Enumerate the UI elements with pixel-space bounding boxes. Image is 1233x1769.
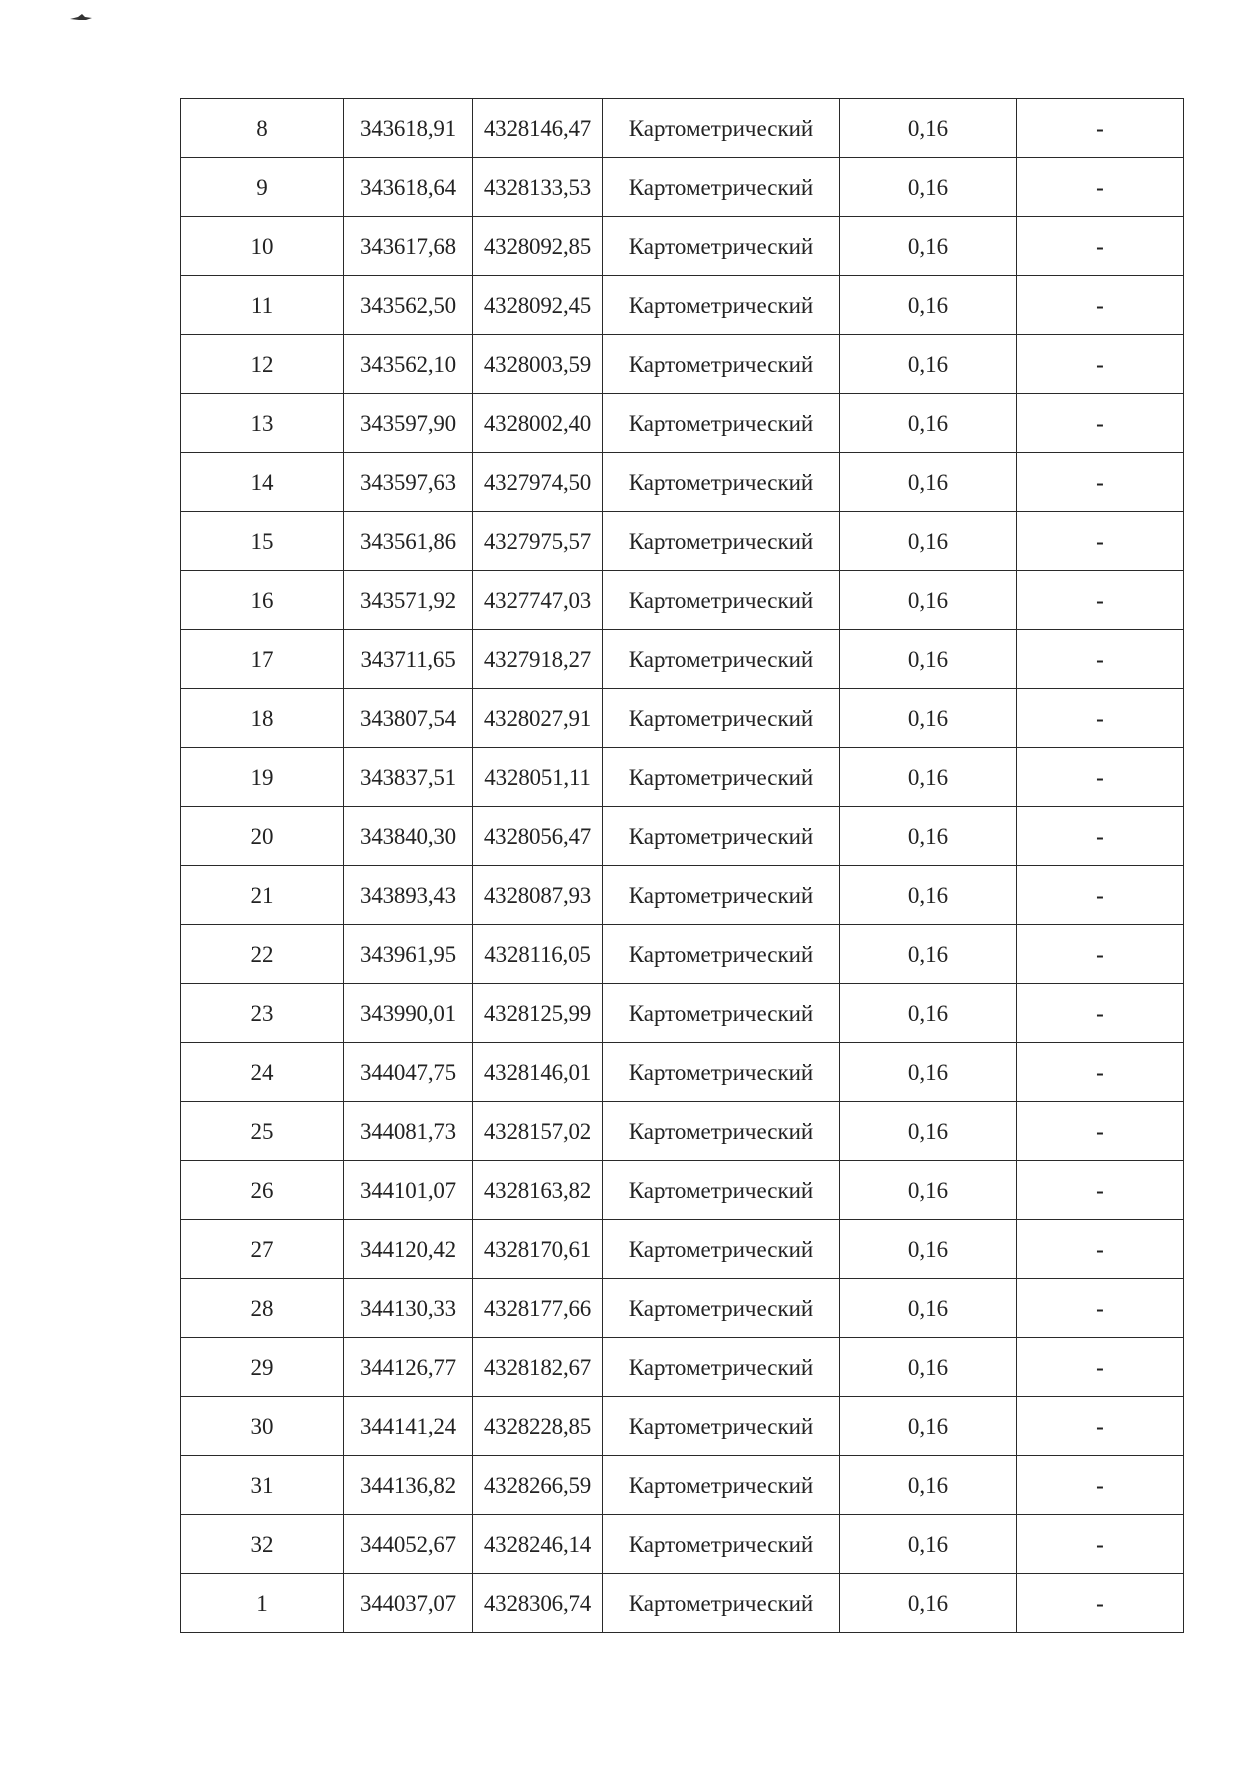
method-cell: Картометрический	[603, 1279, 840, 1338]
y-coordinate-cell: 4327918,27	[473, 630, 603, 689]
table-row	[181, 1102, 1184, 1161]
dash-cell: -	[1017, 453, 1184, 512]
dash-cell: -	[1017, 394, 1184, 453]
accuracy-cell: 0,16	[840, 1574, 1017, 1633]
method-cell: Картометрический	[603, 276, 840, 335]
method-cell: Картометрический	[603, 1338, 840, 1397]
table-row	[181, 571, 1184, 630]
accuracy-cell: 0,16	[840, 1456, 1017, 1515]
x-coordinate-cell: 343571,92	[344, 571, 473, 630]
point-number-cell: 32	[181, 1515, 344, 1574]
method-cell: Картометрический	[603, 1397, 840, 1456]
y-coordinate-cell: 4328116,05	[473, 925, 603, 984]
accuracy-cell: 0,16	[840, 1161, 1017, 1220]
point-number-cell: 16	[181, 571, 344, 630]
coordinates-table-body	[181, 99, 1184, 1633]
method-cell: Картометрический	[603, 99, 840, 158]
table-row	[181, 748, 1184, 807]
x-coordinate-cell: 343893,43	[344, 866, 473, 925]
accuracy-cell: 0,16	[840, 1338, 1017, 1397]
dash-cell: -	[1017, 335, 1184, 394]
point-number-cell: 30	[181, 1397, 344, 1456]
method-cell: Картометрический	[603, 748, 840, 807]
point-number-cell: 8	[181, 99, 344, 158]
method-cell: Картометрический	[603, 571, 840, 630]
accuracy-cell: 0,16	[840, 748, 1017, 807]
y-coordinate-cell: 4328228,85	[473, 1397, 603, 1456]
y-coordinate-cell: 4328306,74	[473, 1574, 603, 1633]
y-coordinate-cell: 4328246,14	[473, 1515, 603, 1574]
point-number-cell: 23	[181, 984, 344, 1043]
y-coordinate-cell: 4328157,02	[473, 1102, 603, 1161]
table-row	[181, 1220, 1184, 1279]
dash-cell: -	[1017, 1397, 1184, 1456]
x-coordinate-cell: 343617,68	[344, 217, 473, 276]
y-coordinate-cell: 4328002,40	[473, 394, 603, 453]
accuracy-cell: 0,16	[840, 571, 1017, 630]
table-row	[181, 1397, 1184, 1456]
x-coordinate-cell: 343711,65	[344, 630, 473, 689]
dash-cell: -	[1017, 512, 1184, 571]
point-number-cell: 10	[181, 217, 344, 276]
x-coordinate-cell: 344136,82	[344, 1456, 473, 1515]
method-cell: Картометрический	[603, 807, 840, 866]
table-row	[181, 1456, 1184, 1515]
table-row	[181, 394, 1184, 453]
point-number-cell: 13	[181, 394, 344, 453]
dash-cell: -	[1017, 925, 1184, 984]
method-cell: Картометрический	[603, 1161, 840, 1220]
y-coordinate-cell: 4328051,11	[473, 748, 603, 807]
table-row	[181, 1574, 1184, 1633]
method-cell: Картометрический	[603, 512, 840, 571]
table-row	[181, 925, 1184, 984]
dash-cell: -	[1017, 689, 1184, 748]
dash-cell: -	[1017, 748, 1184, 807]
dash-cell: -	[1017, 1161, 1184, 1220]
x-coordinate-cell: 343961,95	[344, 925, 473, 984]
table-row	[181, 1043, 1184, 1102]
y-coordinate-cell: 4328092,45	[473, 276, 603, 335]
y-coordinate-cell: 4328163,82	[473, 1161, 603, 1220]
point-number-cell: 27	[181, 1220, 344, 1279]
table-row	[181, 453, 1184, 512]
y-coordinate-cell: 4327747,03	[473, 571, 603, 630]
point-number-cell: 25	[181, 1102, 344, 1161]
accuracy-cell: 0,16	[840, 630, 1017, 689]
dash-cell: -	[1017, 1338, 1184, 1397]
dash-cell: -	[1017, 984, 1184, 1043]
y-coordinate-cell: 4328056,47	[473, 807, 603, 866]
dash-cell: -	[1017, 1279, 1184, 1338]
accuracy-cell: 0,16	[840, 689, 1017, 748]
point-number-cell: 17	[181, 630, 344, 689]
accuracy-cell: 0,16	[840, 925, 1017, 984]
method-cell: Картометрический	[603, 630, 840, 689]
x-coordinate-cell: 343837,51	[344, 748, 473, 807]
method-cell: Картометрический	[603, 453, 840, 512]
dash-cell: -	[1017, 1456, 1184, 1515]
point-number-cell: 18	[181, 689, 344, 748]
method-cell: Картометрический	[603, 394, 840, 453]
x-coordinate-cell: 343807,54	[344, 689, 473, 748]
method-cell: Картометрический	[603, 866, 840, 925]
table-row	[181, 335, 1184, 394]
method-cell: Картометрический	[603, 1102, 840, 1161]
point-number-cell: 22	[181, 925, 344, 984]
point-number-cell: 26	[181, 1161, 344, 1220]
dash-cell: -	[1017, 866, 1184, 925]
table-row	[181, 276, 1184, 335]
accuracy-cell: 0,16	[840, 807, 1017, 866]
point-number-cell: 29	[181, 1338, 344, 1397]
method-cell: Картометрический	[603, 335, 840, 394]
point-number-cell: 24	[181, 1043, 344, 1102]
y-coordinate-cell: 4328027,91	[473, 689, 603, 748]
x-coordinate-cell: 343618,91	[344, 99, 473, 158]
x-coordinate-cell: 344120,42	[344, 1220, 473, 1279]
point-number-cell: 1	[181, 1574, 344, 1633]
table-row	[181, 1279, 1184, 1338]
table-row	[181, 99, 1184, 158]
x-coordinate-cell: 343597,90	[344, 394, 473, 453]
y-coordinate-cell: 4328146,47	[473, 99, 603, 158]
dash-cell: -	[1017, 158, 1184, 217]
accuracy-cell: 0,16	[840, 866, 1017, 925]
x-coordinate-cell: 343990,01	[344, 984, 473, 1043]
accuracy-cell: 0,16	[840, 1515, 1017, 1574]
x-coordinate-cell: 344047,75	[344, 1043, 473, 1102]
accuracy-cell: 0,16	[840, 1220, 1017, 1279]
scan-speck-mark	[70, 14, 92, 22]
method-cell: Картометрический	[603, 925, 840, 984]
accuracy-cell: 0,16	[840, 1102, 1017, 1161]
method-cell: Картометрический	[603, 1043, 840, 1102]
x-coordinate-cell: 343618,64	[344, 158, 473, 217]
accuracy-cell: 0,16	[840, 158, 1017, 217]
x-coordinate-cell: 344081,73	[344, 1102, 473, 1161]
accuracy-cell: 0,16	[840, 99, 1017, 158]
dash-cell: -	[1017, 630, 1184, 689]
coordinates-table	[180, 98, 1184, 1633]
y-coordinate-cell: 4328266,59	[473, 1456, 603, 1515]
dash-cell: -	[1017, 276, 1184, 335]
y-coordinate-cell: 4328177,66	[473, 1279, 603, 1338]
table-row	[181, 984, 1184, 1043]
method-cell: Картометрический	[603, 1574, 840, 1633]
point-number-cell: 28	[181, 1279, 344, 1338]
x-coordinate-cell: 344141,24	[344, 1397, 473, 1456]
method-cell: Картометрический	[603, 1456, 840, 1515]
x-coordinate-cell: 343562,50	[344, 276, 473, 335]
accuracy-cell: 0,16	[840, 335, 1017, 394]
x-coordinate-cell: 344126,77	[344, 1338, 473, 1397]
x-coordinate-cell: 343562,10	[344, 335, 473, 394]
point-number-cell: 19	[181, 748, 344, 807]
x-coordinate-cell: 344101,07	[344, 1161, 473, 1220]
point-number-cell: 31	[181, 1456, 344, 1515]
point-number-cell: 20	[181, 807, 344, 866]
dash-cell: -	[1017, 1220, 1184, 1279]
point-number-cell: 21	[181, 866, 344, 925]
accuracy-cell: 0,16	[840, 276, 1017, 335]
x-coordinate-cell: 344052,67	[344, 1515, 473, 1574]
y-coordinate-cell: 4328133,53	[473, 158, 603, 217]
table-row	[181, 1161, 1184, 1220]
y-coordinate-cell: 4327975,57	[473, 512, 603, 571]
accuracy-cell: 0,16	[840, 1397, 1017, 1456]
point-number-cell: 15	[181, 512, 344, 571]
y-coordinate-cell: 4328003,59	[473, 335, 603, 394]
accuracy-cell: 0,16	[840, 512, 1017, 571]
dash-cell: -	[1017, 571, 1184, 630]
method-cell: Картометрический	[603, 217, 840, 276]
accuracy-cell: 0,16	[840, 984, 1017, 1043]
y-coordinate-cell: 4328170,61	[473, 1220, 603, 1279]
dash-cell: -	[1017, 1043, 1184, 1102]
table-row	[181, 158, 1184, 217]
table-row	[181, 1338, 1184, 1397]
method-cell: Картометрический	[603, 1220, 840, 1279]
x-coordinate-cell: 344130,33	[344, 1279, 473, 1338]
method-cell: Картометрический	[603, 158, 840, 217]
x-coordinate-cell: 343840,30	[344, 807, 473, 866]
dash-cell: -	[1017, 1515, 1184, 1574]
dash-cell: -	[1017, 1574, 1184, 1633]
accuracy-cell: 0,16	[840, 394, 1017, 453]
x-coordinate-cell: 343597,63	[344, 453, 473, 512]
dash-cell: -	[1017, 217, 1184, 276]
method-cell: Картометрический	[603, 689, 840, 748]
method-cell: Картометрический	[603, 1515, 840, 1574]
accuracy-cell: 0,16	[840, 217, 1017, 276]
x-coordinate-cell: 344037,07	[344, 1574, 473, 1633]
y-coordinate-cell: 4327974,50	[473, 453, 603, 512]
table-row	[181, 807, 1184, 866]
point-number-cell: 14	[181, 453, 344, 512]
y-coordinate-cell: 4328087,93	[473, 866, 603, 925]
point-number-cell: 12	[181, 335, 344, 394]
method-cell: Картометрический	[603, 984, 840, 1043]
y-coordinate-cell: 4328092,85	[473, 217, 603, 276]
table-row	[181, 1515, 1184, 1574]
y-coordinate-cell: 4328125,99	[473, 984, 603, 1043]
point-number-cell: 11	[181, 276, 344, 335]
table-row	[181, 512, 1184, 571]
accuracy-cell: 0,16	[840, 1043, 1017, 1102]
point-number-cell: 9	[181, 158, 344, 217]
accuracy-cell: 0,16	[840, 1279, 1017, 1338]
dash-cell: -	[1017, 1102, 1184, 1161]
table-row	[181, 689, 1184, 748]
y-coordinate-cell: 4328146,01	[473, 1043, 603, 1102]
y-coordinate-cell: 4328182,67	[473, 1338, 603, 1397]
table-row	[181, 217, 1184, 276]
table-row	[181, 630, 1184, 689]
accuracy-cell: 0,16	[840, 453, 1017, 512]
table-row	[181, 866, 1184, 925]
x-coordinate-cell: 343561,86	[344, 512, 473, 571]
dash-cell: -	[1017, 99, 1184, 158]
dash-cell: -	[1017, 807, 1184, 866]
